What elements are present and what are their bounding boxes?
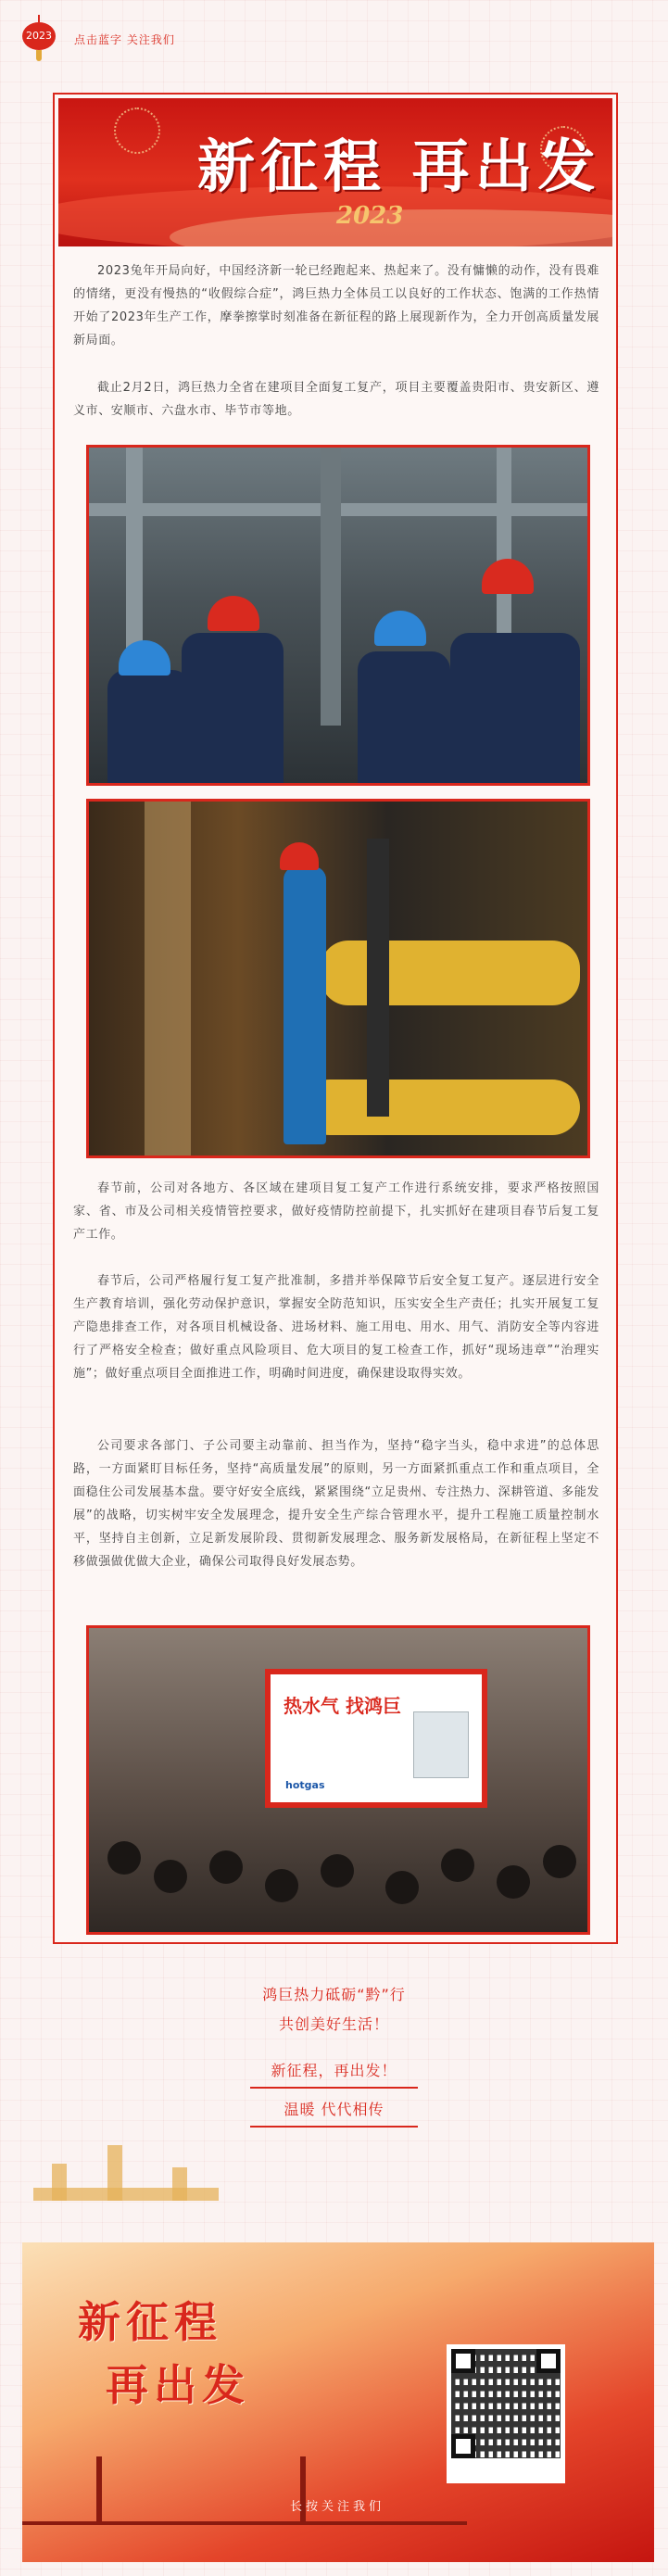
article-paragraph: 春节前，公司对各地方、各区域在建项目复工复产工作进行系统安排，要求严格按照国家、省、市及公司相关疫情管控要求，做好疫情防控前提下，扎实抓好在建项目春节后复工复产工作。	[73, 1181, 599, 1242]
article-paragraph: 公司要求各部门、子公司要主动靠前、担当作为，坚持“稳字当头，稳中求进”的总体思路，一方面紧盯目标任务，坚持“高质量发展”的原则，另一方面紧抓重点工作和重点项目，全面稳住公司发展基本盘。要守好安全底线，紧紧围绕“立足贵州、专注热力、深耕管道、多能发展”的战略，切实树牢安全发展理念，提升安全生产综合管理水平，提升工程施工质量控制水平，坚持自主创新，立足新发展阶段、贯彻新发展理念、服务新发展格局，在新征程上坚定不移做强做优做大企业，确保公司取得良好发展态势。	[73, 1439, 599, 1569]
article-paragraph: 截止2月2日，鸿巨热力全省在建项目全面复工复产，项目主要覆盖贵阳市、贵安新区、遵义市、安顺市、六盘水市、毕节市等地。	[73, 381, 599, 418]
article-paragraph: 2023兔年开局向好，中国经济新一轮已经跑起来、热起来了。没有慵懒的动作，没有畏难的情绪，更没有慢热的“收假综合症”，鸿巨热力全体员工以良好的工作状态、饱满的工作热情开始了2023年生产工作，摩拳擦掌时刻准备在新征程的路上展现新作为，全力开创高质量发展新局面。	[73, 264, 599, 347]
divider	[250, 2126, 418, 2128]
banner-title: 新征程 再出发	[197, 133, 601, 200]
great-wall-decoration	[33, 2136, 219, 2201]
article-frame	[53, 93, 618, 1944]
qr-caption: 长按关注我们	[289, 2500, 384, 2514]
closing-tag: 新征程，再出发！	[271, 2062, 397, 2079]
footer-title: 再出发	[106, 2360, 250, 2410]
presentation-screen	[265, 1669, 487, 1808]
divider	[250, 2087, 418, 2089]
follow-link[interactable]: 点击蓝字 关注我们	[74, 33, 175, 46]
screen-logo: hotgas	[285, 1779, 325, 1791]
closing-line: 鸿巨热力砥砺“黔”行	[262, 1986, 406, 2003]
photo-meeting	[86, 1625, 590, 1935]
photo-workers-inspection	[86, 445, 590, 786]
screen-title: 热水气 找鸿巨	[284, 1695, 401, 1717]
lantern-icon: 2023	[22, 22, 56, 50]
closing-line: 共创美好生活！	[278, 2015, 389, 2033]
banner-year: 2023	[336, 202, 404, 230]
photo-valve-work	[86, 799, 590, 1158]
firework-icon	[114, 107, 160, 154]
closing-tag: 温暖 代代相传	[284, 2101, 384, 2118]
product-image	[413, 1711, 469, 1778]
qr-code[interactable]	[447, 2344, 565, 2483]
bridge-decoration	[22, 2521, 467, 2525]
header-banner	[58, 98, 612, 246]
top-bar	[17, 19, 387, 56]
footer-title: 新征程	[78, 2297, 222, 2347]
article-paragraph: 春节后，公司严格履行复工复产批准制，多措并举保障节后安全复工复产。逐层进行安全生产教育培训，强化劳动保护意识，掌握安全防范知识，压实安全生产责任；扎实开展复工复产隐患排查工作，对各项目机械设备、进场材料、施工用电、用水、用气、消防安全等内容进行了严格安全检查；做好重点风险项目、危大项目的复工检查工作，抓好“现场违章”“治理实施”；做好重点项目全面推进工作，明确时间进度，确保建设取得实效。	[73, 1274, 599, 1381]
footer-banner	[22, 2242, 654, 2562]
